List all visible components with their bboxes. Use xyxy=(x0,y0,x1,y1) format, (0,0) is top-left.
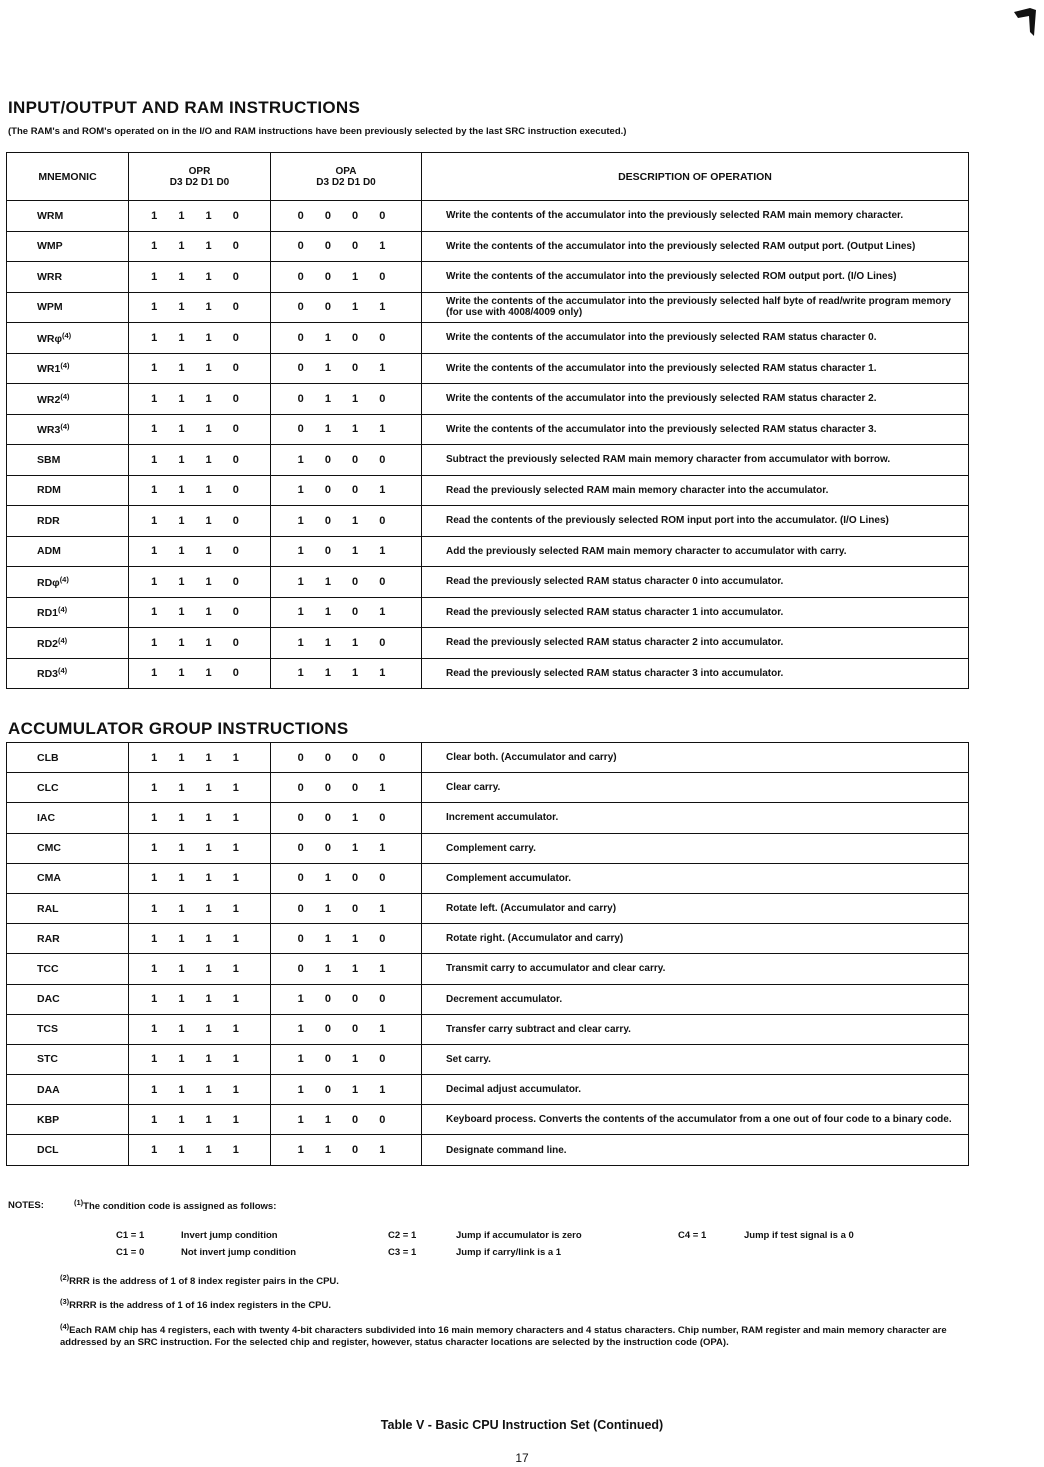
mnemonic-text: RD2 xyxy=(37,637,59,650)
opr-cell: 1 1 1 1 xyxy=(129,773,271,803)
header-opa-bits: D3 D2 D1 D0 xyxy=(316,176,376,188)
mnemonic-text: ADM xyxy=(37,545,61,558)
cond-c3-key: C3 = 1 xyxy=(388,1247,417,1258)
description-cell: Write the contents of the accumulator into the previously selected half byte of read/write program memory (for use with 4008/4009 only) xyxy=(422,292,969,323)
mnemonic-cell xyxy=(7,201,129,232)
mnemonic-text: RD1 xyxy=(37,607,59,620)
opa-cell: 1 1 0 0 xyxy=(271,567,422,598)
table-row xyxy=(7,803,969,833)
opa-cell: 1 0 1 0 xyxy=(271,506,422,537)
page-number: 17 xyxy=(515,1451,529,1465)
table-row xyxy=(7,536,969,567)
table-row xyxy=(7,506,969,537)
description-cell: Rotate right. (Accumulator and carry) xyxy=(422,924,969,954)
opa-cell: 1 0 1 0 xyxy=(271,1044,422,1074)
opa-cell: 0 1 0 0 xyxy=(271,323,422,354)
mnemonic-text: RDR xyxy=(37,514,60,527)
opa-cell: 0 0 0 0 xyxy=(271,743,422,773)
description-cell: Rotate left. (Accumulator and carry) xyxy=(422,893,969,923)
mnemonic-cell xyxy=(7,954,129,984)
footnote-mark: (4) xyxy=(62,330,72,340)
table-row xyxy=(7,628,969,659)
opa-cell: 0 1 0 1 xyxy=(271,893,422,923)
opr-cell: 1 1 1 0 xyxy=(129,628,271,659)
mnemonic-cell xyxy=(7,567,129,598)
table-row xyxy=(7,445,969,476)
header-mnemonic: MNEMONIC xyxy=(7,153,129,201)
cond-c4-value: Jump if test signal is a 0 xyxy=(744,1230,854,1241)
mnemonic-cell xyxy=(7,292,129,323)
table-row xyxy=(7,893,969,923)
table-row xyxy=(7,292,969,323)
opa-cell: 1 0 0 1 xyxy=(271,475,422,506)
footnote-mark: (4) xyxy=(58,666,68,676)
mnemonic-cell xyxy=(7,414,129,445)
opa-cell: 1 0 0 0 xyxy=(271,445,422,476)
opa-cell: 1 1 0 1 xyxy=(271,597,422,628)
description-cell: Write the contents of the accumulator into the previously selected RAM main memory character. xyxy=(422,201,969,232)
table-row xyxy=(7,833,969,863)
table-row xyxy=(7,231,969,262)
table-row xyxy=(7,384,969,415)
description-cell: Designate command line. xyxy=(422,1135,969,1165)
description-cell: Read the previously selected RAM status character 0 into accumulator. xyxy=(422,567,969,598)
mnemonic-cell xyxy=(7,1105,129,1135)
opa-cell: 0 1 1 1 xyxy=(271,414,422,445)
note-4 xyxy=(60,1321,986,1348)
note-2-text: RRR is the address of 1 of 8 index register pairs in the CPU. xyxy=(69,1276,339,1287)
note-1 xyxy=(74,1197,276,1213)
mnemonic-text: RDφ xyxy=(37,576,60,589)
note-2 xyxy=(60,1272,339,1288)
opr-cell: 1 1 1 1 xyxy=(129,1044,271,1074)
mnemonic-text: WR3 xyxy=(37,424,61,437)
table-row xyxy=(7,773,969,803)
opr-cell: 1 1 1 1 xyxy=(129,1135,271,1165)
mnemonic-text: DCL xyxy=(37,1144,59,1157)
opr-cell: 1 1 1 1 xyxy=(129,984,271,1014)
mnemonic-text: WMP xyxy=(37,240,63,253)
header-opr-label: OPR xyxy=(188,165,211,177)
opa-cell: 0 0 1 0 xyxy=(271,262,422,293)
note-4-mark: (4) xyxy=(60,1322,70,1331)
mnemonic-cell xyxy=(7,658,129,689)
footnote-mark: (4) xyxy=(60,361,70,371)
opa-cell: 0 0 1 0 xyxy=(271,803,422,833)
mnemonic-text: RAR xyxy=(37,932,60,945)
table-row xyxy=(7,262,969,293)
mnemonic-text: CMC xyxy=(37,842,61,855)
description-cell: Decrement accumulator. xyxy=(422,984,969,1014)
description-cell: Subtract the previously selected RAM main memory character from accumulator with borrow. xyxy=(422,445,969,476)
opr-cell: 1 1 1 1 xyxy=(129,1105,271,1135)
cond-c1-0-key: C1 = 0 xyxy=(116,1247,145,1258)
header-opr xyxy=(129,153,271,201)
opa-cell: 1 1 0 1 xyxy=(271,1135,422,1165)
description-cell: Set carry. xyxy=(422,1044,969,1074)
mnemonic-text: DAA xyxy=(37,1083,60,1096)
opr-cell: 1 1 1 0 xyxy=(129,323,271,354)
opa-cell: 0 1 1 1 xyxy=(271,954,422,984)
mnemonic-text: WRM xyxy=(37,209,64,222)
note-1-mark: (1) xyxy=(74,1198,84,1207)
acc-section-title: ACCUMULATOR GROUP INSTRUCTIONS xyxy=(8,719,349,738)
mnemonic-cell xyxy=(7,445,129,476)
description-cell: Transmit carry to accumulator and clear carry. xyxy=(422,954,969,984)
table-row xyxy=(7,743,969,773)
note-3-mark: (3) xyxy=(60,1297,70,1306)
opa-cell: 1 0 0 0 xyxy=(271,984,422,1014)
mnemonic-cell xyxy=(7,506,129,537)
cond-c1-0-value: Not invert jump condition xyxy=(181,1247,297,1258)
description-cell: Write the contents of the accumulator into the previously selected RAM status character 1. xyxy=(422,353,969,384)
description-cell: Read the previously selected RAM main memory character into the accumulator. xyxy=(422,475,969,506)
description-cell: Decimal adjust accumulator. xyxy=(422,1075,969,1105)
table-row xyxy=(7,353,969,384)
mnemonic-cell xyxy=(7,984,129,1014)
table-row xyxy=(7,863,969,893)
description-cell: Complement carry. xyxy=(422,833,969,863)
table-row xyxy=(7,201,969,232)
mnemonic-text: CMA xyxy=(37,872,61,885)
mnemonic-cell xyxy=(7,628,129,659)
opr-cell: 1 1 1 0 xyxy=(129,353,271,384)
opr-cell: 1 1 1 1 xyxy=(129,833,271,863)
opa-cell: 0 0 0 1 xyxy=(271,773,422,803)
mnemonic-cell xyxy=(7,1014,129,1044)
mnemonic-text: IAC xyxy=(37,811,56,824)
mnemonic-text: WPM xyxy=(37,301,63,314)
opr-cell: 1 1 1 0 xyxy=(129,597,271,628)
opa-cell: 0 0 0 0 xyxy=(271,201,422,232)
opa-cell: 1 1 0 0 xyxy=(271,1105,422,1135)
opr-cell: 1 1 1 1 xyxy=(129,893,271,923)
opr-cell: 1 1 1 1 xyxy=(129,1014,271,1044)
description-cell: Read the previously selected RAM status character 1 into accumulator. xyxy=(422,597,969,628)
description-cell: Read the contents of the previously selected ROM input port into the accumulator. (I/O Lines) xyxy=(422,506,969,537)
opr-cell: 1 1 1 0 xyxy=(129,475,271,506)
description-cell: Clear carry. xyxy=(422,773,969,803)
opa-cell: 1 0 0 1 xyxy=(271,1014,422,1044)
mnemonic-text: WRφ xyxy=(37,332,63,345)
mnemonic-cell xyxy=(7,743,129,773)
mnemonic-text: WR2 xyxy=(37,393,61,406)
mnemonic-text: DAC xyxy=(37,993,60,1006)
header-opa xyxy=(271,153,422,201)
opr-cell: 1 1 1 0 xyxy=(129,445,271,476)
opr-cell: 1 1 1 0 xyxy=(129,658,271,689)
mnemonic-text: CLC xyxy=(37,781,59,794)
opa-cell: 0 0 1 1 xyxy=(271,833,422,863)
mnemonic-cell xyxy=(7,833,129,863)
mnemonic-cell xyxy=(7,803,129,833)
mnemonic-cell xyxy=(7,863,129,893)
mnemonic-cell xyxy=(7,231,129,262)
mnemonic-cell xyxy=(7,475,129,506)
opr-cell: 1 1 1 0 xyxy=(129,231,271,262)
mnemonic-cell xyxy=(7,597,129,628)
note-4-text: Each RAM chip has 4 registers, each with twenty 4-bit characters subdivided into 16 main memory characters and 4 status characters. Chip number, RAM register and main memory character are addressed by an SRC instruction. For the selected chip and register, however, status character locations are selected by the instruction code (OPA). xyxy=(60,1325,947,1348)
description-cell: Clear both. (Accumulator and carry) xyxy=(422,743,969,773)
table-row xyxy=(7,475,969,506)
opa-cell: 0 1 0 1 xyxy=(271,353,422,384)
footnote-mark: (4) xyxy=(60,422,70,432)
mnemonic-cell xyxy=(7,323,129,354)
mnemonic-text: RAL xyxy=(37,902,59,915)
header-opa-label: OPA xyxy=(335,165,357,177)
mnemonic-text: KBP xyxy=(37,1113,60,1126)
table-row xyxy=(7,1075,969,1105)
description-cell: Write the contents of the accumulator into the previously selected RAM output port. (Output Lines) xyxy=(422,231,969,262)
io-section-subtitle: (The RAM's and ROM's operated on in the I/O and RAM instructions have been previously selected by the last SRC instruction executed.) xyxy=(8,126,627,137)
opa-cell: 1 1 1 0 xyxy=(271,628,422,659)
cond-c1-1-key: C1 = 1 xyxy=(116,1230,145,1241)
acc-instructions-table xyxy=(6,742,969,1166)
cond-c2-key: C2 = 1 xyxy=(388,1230,417,1241)
description-cell: Write the contents of the accumulator into the previously selected RAM status character 0. xyxy=(422,323,969,354)
opr-cell: 1 1 1 1 xyxy=(129,863,271,893)
table-row xyxy=(7,1044,969,1074)
table-row xyxy=(7,1135,969,1165)
mnemonic-text: WRR xyxy=(37,270,63,283)
footnote-mark: (4) xyxy=(58,635,68,645)
description-cell: Increment accumulator. xyxy=(422,803,969,833)
mnemonic-cell xyxy=(7,893,129,923)
opa-cell: 0 1 1 0 xyxy=(271,924,422,954)
mnemonic-cell xyxy=(7,1075,129,1105)
table-row xyxy=(7,954,969,984)
table-row xyxy=(7,597,969,628)
description-cell: Complement accumulator. xyxy=(422,863,969,893)
opr-cell: 1 1 1 0 xyxy=(129,567,271,598)
mnemonic-cell xyxy=(7,1044,129,1074)
mnemonic-text: STC xyxy=(37,1053,58,1066)
mnemonic-text: WR1 xyxy=(37,363,61,376)
header-description: DESCRIPTION OF OPERATION xyxy=(422,153,969,201)
opr-cell: 1 1 1 1 xyxy=(129,803,271,833)
io-instructions-table xyxy=(6,152,969,689)
table-row xyxy=(7,567,969,598)
opr-cell: 1 1 1 0 xyxy=(129,262,271,293)
note-1-text: The condition code is assigned as follows: xyxy=(83,1201,277,1212)
description-cell: Add the previously selected RAM main memory character to accumulator with carry. xyxy=(422,536,969,567)
mnemonic-text: RDM xyxy=(37,484,61,497)
mnemonic-cell xyxy=(7,536,129,567)
footnote-mark: (4) xyxy=(59,574,69,584)
mnemonic-text: TCS xyxy=(37,1023,58,1036)
opr-cell: 1 1 1 0 xyxy=(129,506,271,537)
cond-c2-value: Jump if accumulator is zero xyxy=(456,1230,582,1241)
opa-cell: 0 0 1 1 xyxy=(271,292,422,323)
mnemonic-text: CLB xyxy=(37,751,59,764)
table-row xyxy=(7,924,969,954)
cond-c3-value: Jump if carry/link is a 1 xyxy=(456,1247,562,1258)
description-cell: Write the contents of the accumulator into the previously selected RAM status character 2. xyxy=(422,384,969,415)
page-corner-mark xyxy=(1012,4,1038,38)
note-3-text: RRRR is the address of 1 of 16 index registers in the CPU. xyxy=(69,1300,332,1311)
table-row xyxy=(7,414,969,445)
table-caption: Table V - Basic CPU Instruction Set (Continued) xyxy=(380,1418,664,1432)
header-opr-bits: D3 D2 D1 D0 xyxy=(169,176,230,188)
opa-cell: 1 1 1 1 xyxy=(271,658,422,689)
table-row xyxy=(7,1014,969,1044)
footnote-mark: (4) xyxy=(58,605,68,615)
cond-c1-1-value: Invert jump condition xyxy=(181,1230,278,1241)
opa-cell: 1 0 1 1 xyxy=(271,536,422,567)
table-row xyxy=(7,1105,969,1135)
description-cell: Keyboard process. Converts the contents of the accumulator from a one out of four code to a binary code. xyxy=(422,1105,969,1135)
mnemonic-cell xyxy=(7,262,129,293)
opr-cell: 1 1 1 0 xyxy=(129,384,271,415)
mnemonic-cell xyxy=(7,924,129,954)
mnemonic-text: SBM xyxy=(37,453,61,466)
description-cell: Transfer carry subtract and clear carry. xyxy=(422,1014,969,1044)
opa-cell: 0 0 0 1 xyxy=(271,231,422,262)
opr-cell: 1 1 1 1 xyxy=(129,743,271,773)
table-row xyxy=(7,658,969,689)
opr-cell: 1 1 1 0 xyxy=(129,292,271,323)
opa-cell: 0 1 1 0 xyxy=(271,384,422,415)
note-2-mark: (2) xyxy=(60,1273,70,1282)
mnemonic-cell xyxy=(7,353,129,384)
mnemonic-cell xyxy=(7,384,129,415)
mnemonic-text: RD3 xyxy=(37,668,59,681)
opr-cell: 1 1 1 1 xyxy=(129,1075,271,1105)
cond-c4-key: C4 = 1 xyxy=(678,1230,707,1241)
mnemonic-text: TCC xyxy=(37,962,59,975)
description-cell: Write the contents of the accumulator into the previously selected ROM output port. (I/O Lines) xyxy=(422,262,969,293)
notes-lead: NOTES: xyxy=(8,1200,44,1211)
description-cell: Write the contents of the accumulator into the previously selected RAM status character 3. xyxy=(422,414,969,445)
opr-cell: 1 1 1 1 xyxy=(129,924,271,954)
table-row xyxy=(7,984,969,1014)
opr-cell: 1 1 1 0 xyxy=(129,536,271,567)
table-row xyxy=(7,323,969,354)
io-section-title: INPUT/OUTPUT AND RAM INSTRUCTIONS xyxy=(8,98,361,117)
mnemonic-cell xyxy=(7,1135,129,1165)
opa-cell: 1 0 1 1 xyxy=(271,1075,422,1105)
footnote-mark: (4) xyxy=(60,391,70,401)
note-3 xyxy=(60,1296,331,1312)
mnemonic-cell xyxy=(7,773,129,803)
opr-cell: 1 1 1 0 xyxy=(129,201,271,232)
opa-cell: 0 1 0 0 xyxy=(271,863,422,893)
description-cell: Read the previously selected RAM status character 2 into accumulator. xyxy=(422,628,969,659)
description-cell: Read the previously selected RAM status character 3 into accumulator. xyxy=(422,658,969,689)
opr-cell: 1 1 1 1 xyxy=(129,954,271,984)
opr-cell: 1 1 1 0 xyxy=(129,414,271,445)
